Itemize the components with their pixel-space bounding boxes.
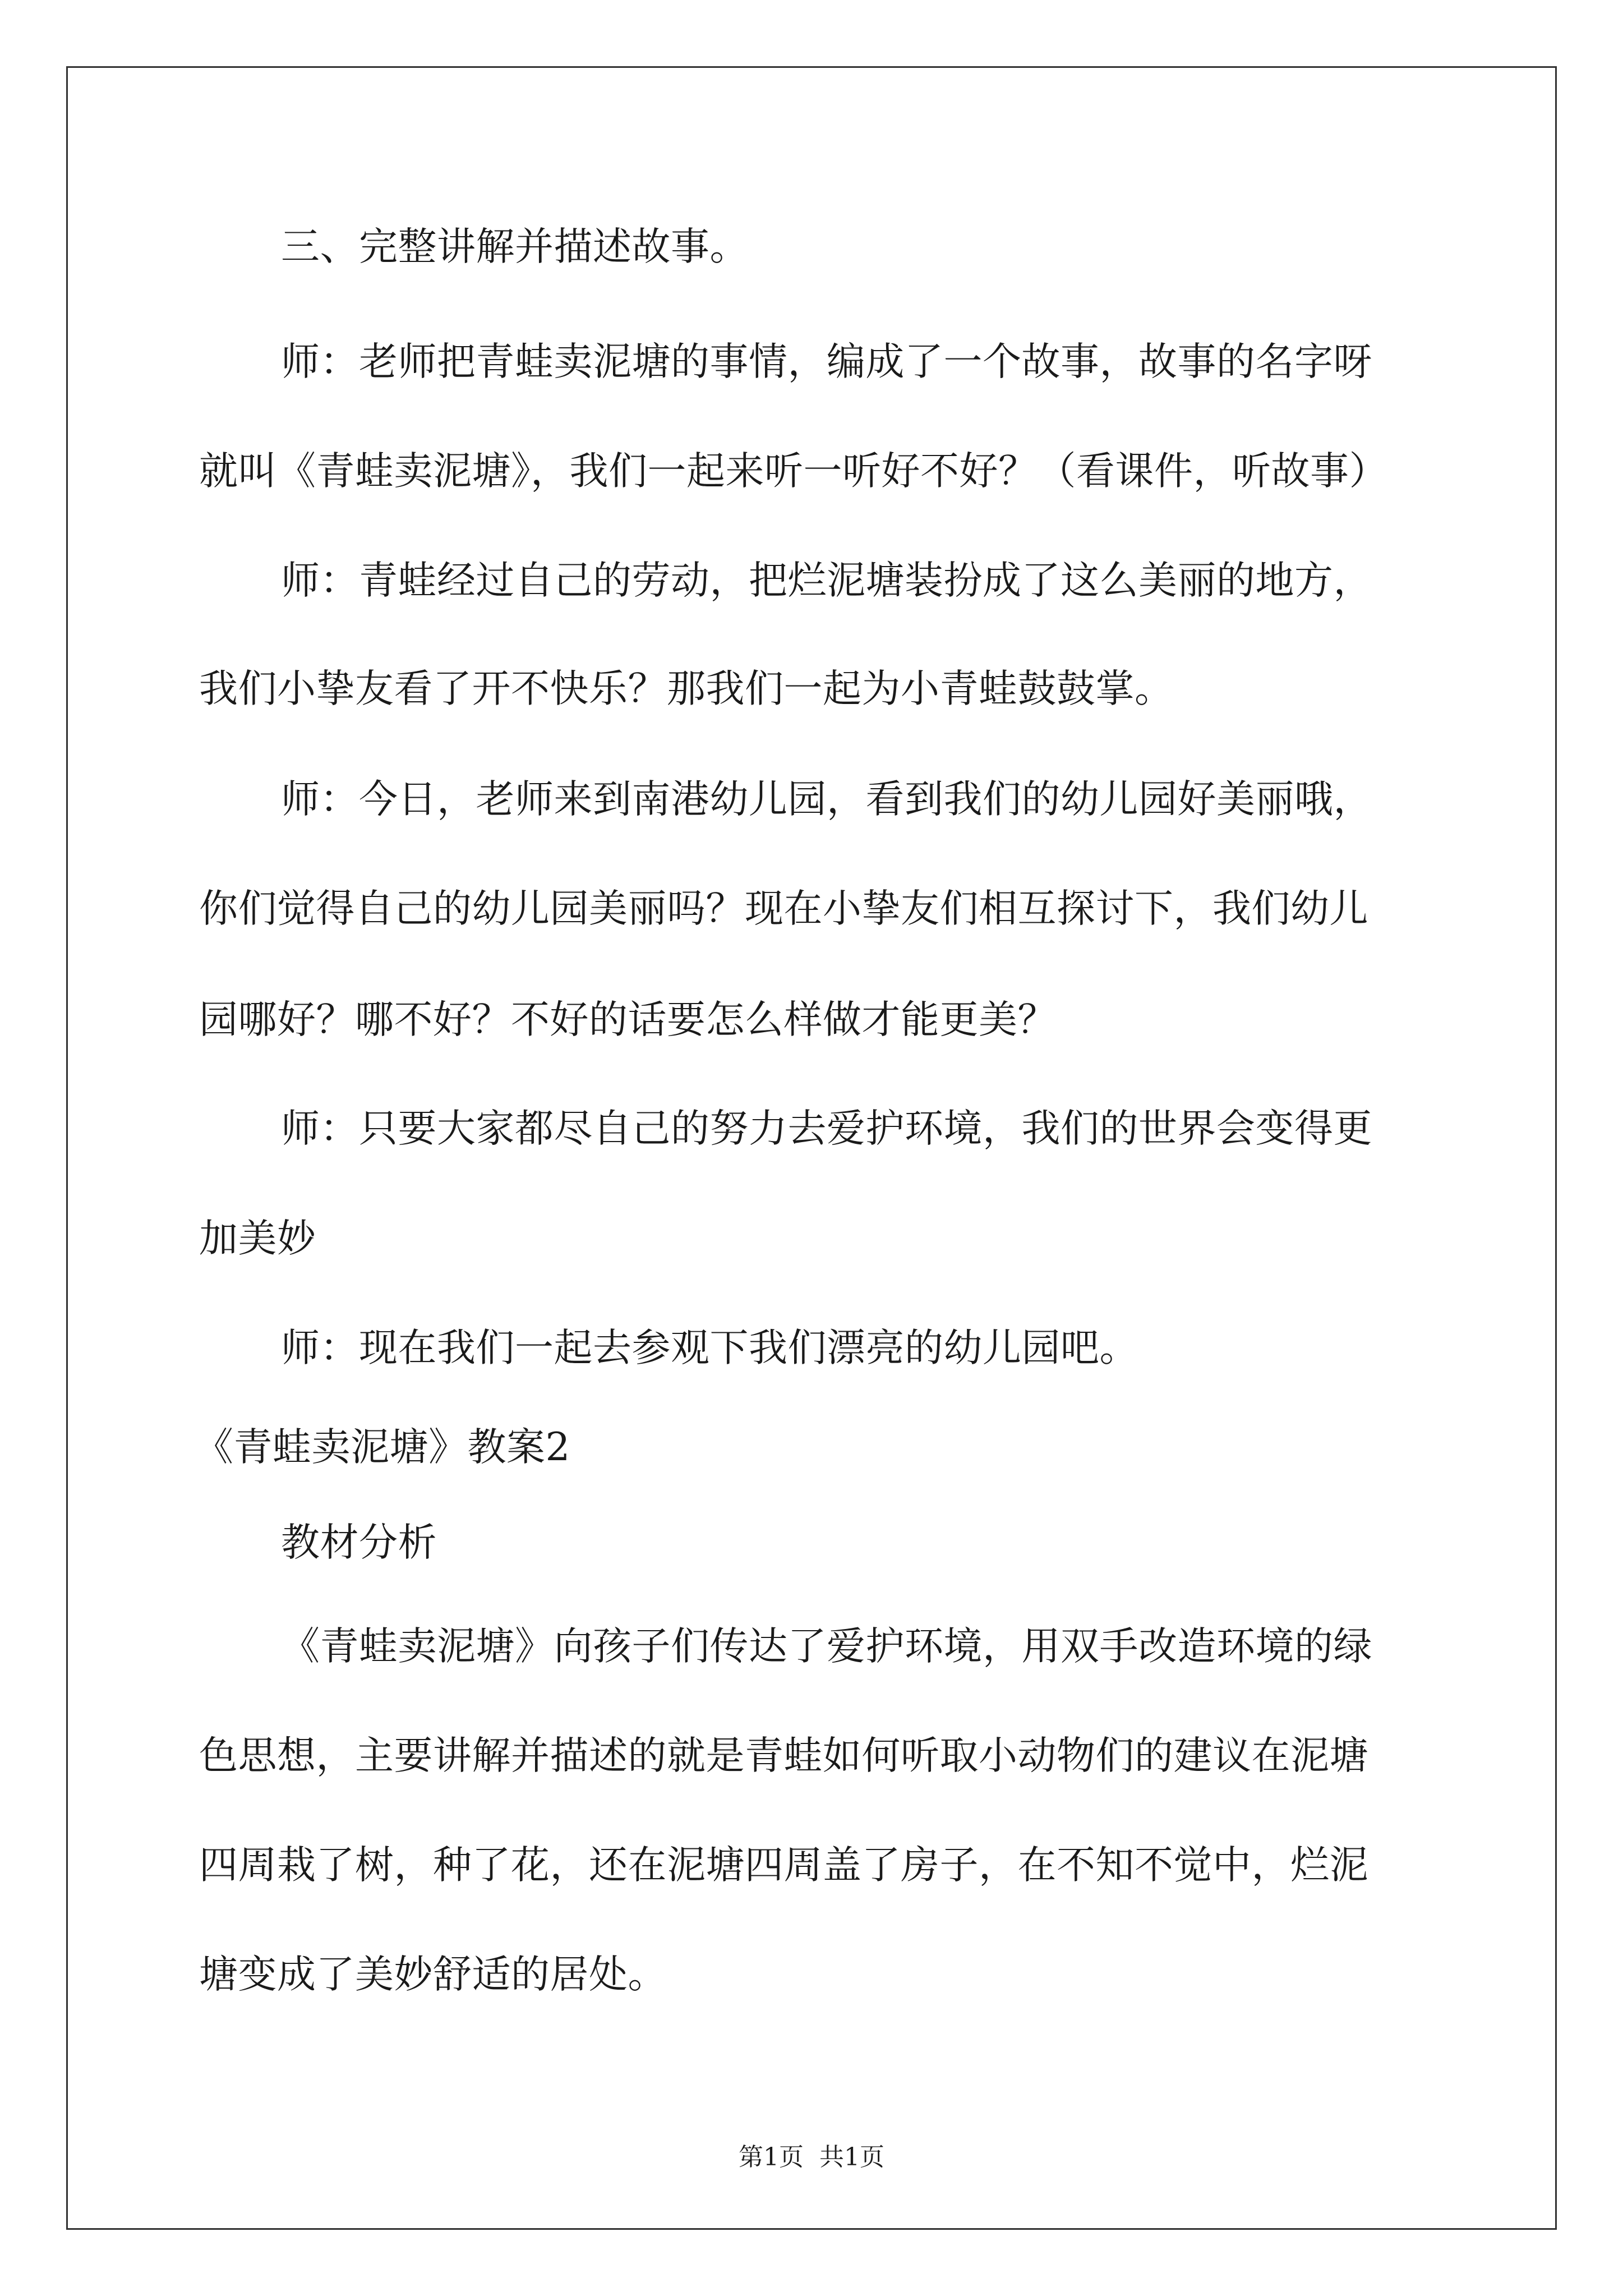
paragraph-line: 教材分析 bbox=[281, 1520, 437, 1565]
paragraph-line: 色思想，主要讲解并描述的就是青蛙如何听取小动物们的建议在泥塘 bbox=[199, 1733, 1368, 1778]
paragraph-line: 就叫《青蛙卖泥塘》，我们一起来听一听好不好？（看课件，听故事） bbox=[199, 449, 1388, 494]
paragraph-line: 师：老师把青蛙卖泥塘的事情，编成了一个故事，故事的名字呀 bbox=[281, 339, 1372, 384]
paragraph-line: 师：现在我们一起去参观下我们漂亮的幼儿园吧。 bbox=[281, 1326, 1138, 1370]
page-footer bbox=[0, 2143, 1623, 2172]
paragraph-line: 师：青蛙经过自己的劳动，把烂泥塘装扮成了这么美丽的地方， bbox=[281, 558, 1372, 603]
paragraph-line: 塘变成了美妙舒适的居处。 bbox=[199, 1952, 667, 1997]
paragraph-line: 师：只要大家都尽自己的努力去爱护环境，我们的世界会变得更 bbox=[281, 1106, 1372, 1151]
section-heading: 《青蛙卖泥塘》教案2 bbox=[195, 1425, 570, 1470]
paragraph-line: 加美妙 bbox=[199, 1216, 316, 1261]
page-number: 第1页 bbox=[739, 2143, 804, 2171]
paragraph-line: 园哪好？哪不好？不好的话要怎么样做才能更美？ bbox=[199, 997, 1057, 1042]
paragraph-line: 三、完整讲解并描述故事。 bbox=[281, 224, 749, 269]
paragraph-line: 你们觉得自己的幼儿园美丽吗？现在小挚友们相互探讨下，我们幼儿 bbox=[199, 886, 1368, 931]
paragraph-line: 《青蛙卖泥塘》向孩子们传达了爱护环境，用双手改造环境的绿 bbox=[281, 1624, 1372, 1669]
paragraph-line: 四周栽了树，种了花，还在泥塘四周盖了房子，在不知不觉中，烂泥 bbox=[199, 1843, 1368, 1888]
paragraph-line: 师：今日，老师来到南港幼儿园，看到我们的幼儿园好美丽哦， bbox=[281, 777, 1372, 822]
page-total: 共1页 bbox=[819, 2143, 884, 2171]
paragraph-line: 我们小挚友看了开不快乐？那我们一起为小青蛙鼓鼓掌。 bbox=[199, 666, 1174, 711]
